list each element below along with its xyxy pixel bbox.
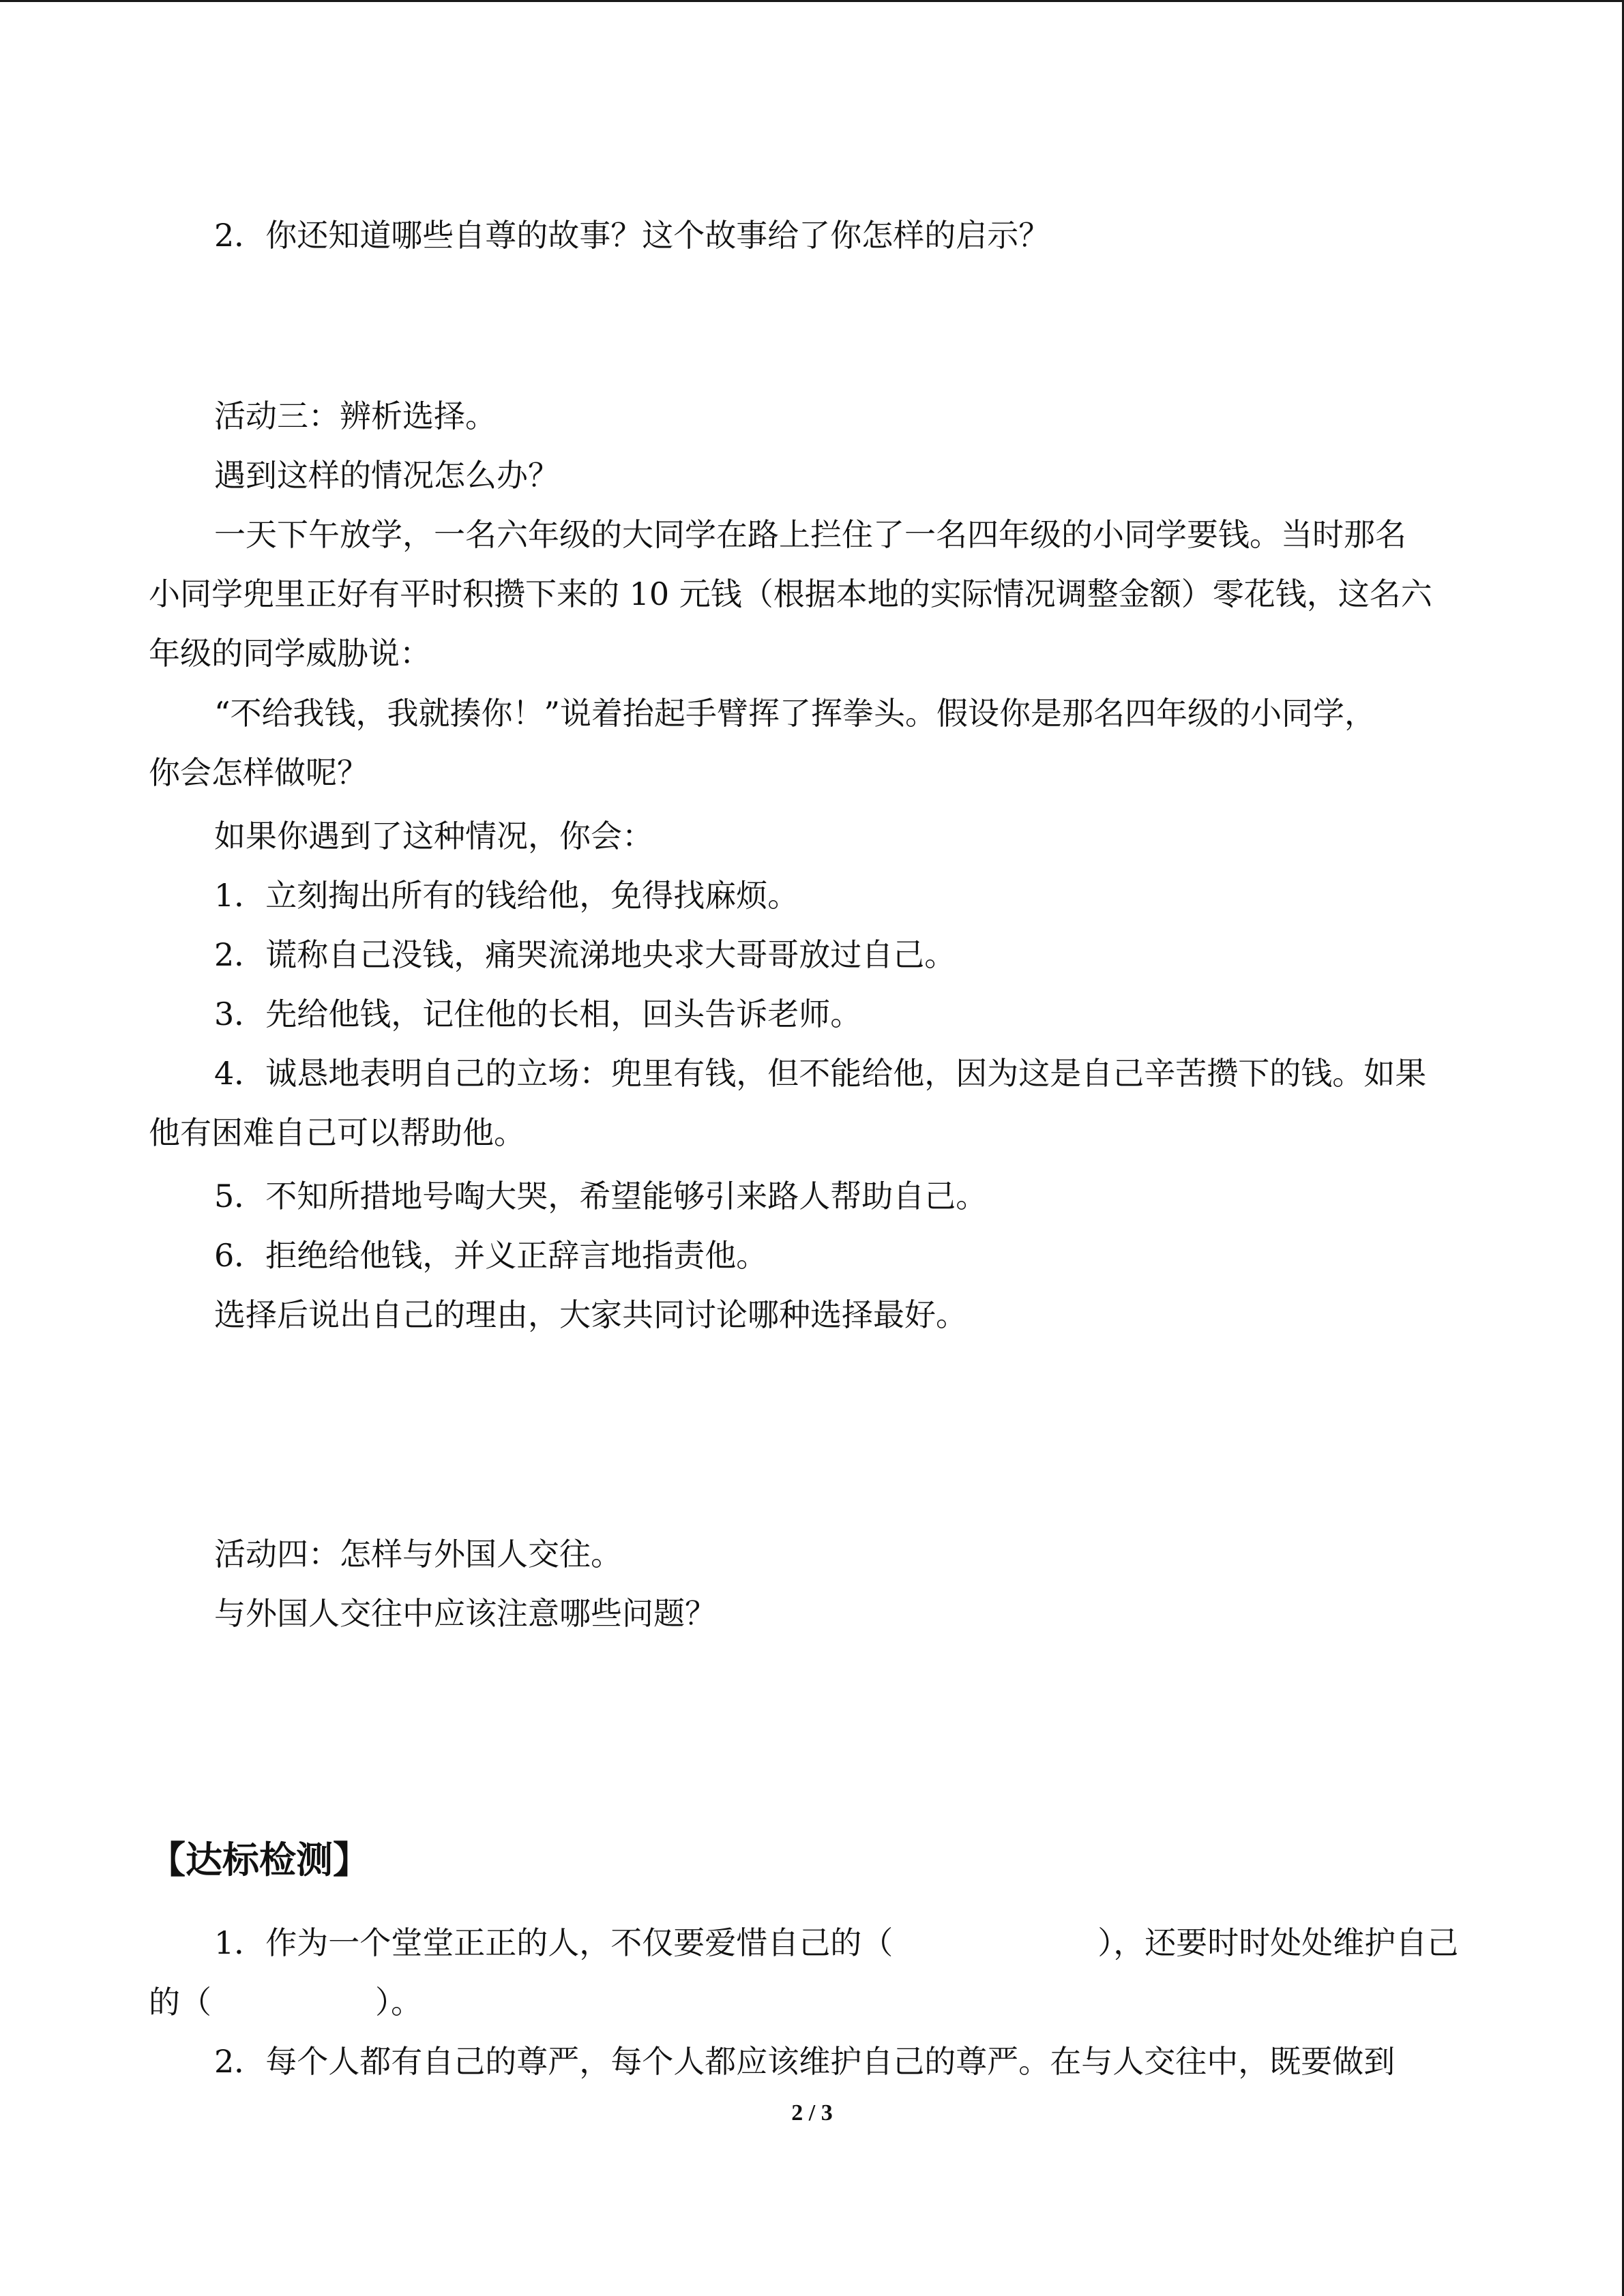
activity-3-question: 遇到这样的情况怎么办？ <box>214 457 559 494</box>
activity-3-closing: 选择后说出自己的理由，大家共同讨论哪种选择最好。 <box>214 1296 967 1333</box>
test-q1-text-a: 1．作为一个堂堂正正的人，不仅要爱惜自己的（ <box>214 1924 894 1961</box>
test-q1-text-c: 的（ <box>149 1984 211 2021</box>
story-line-1: 一天下午放学，一名六年级的大同学在路上拦住了一名四年级的小同学要钱。当时那名 <box>214 516 1406 553</box>
test-q1-text-b: ），还要时时处处维护自己 <box>1097 1924 1459 1961</box>
if-you-prompt: 如果你遇到了这种情况，你会： <box>214 818 653 854</box>
activity-4-title: 活动四：怎样与外国人交往。 <box>214 1536 622 1572</box>
test-question-2: 2．每个人都有自己的尊严，每个人都应该维护自己的尊严。在与人交往中，既要做到 <box>214 2043 1396 2080</box>
quote-line-1: “不给我钱，我就揍你！”说着抬起手臂挥了挥拳头。假设你是那名四年级的小同学， <box>214 695 1376 732</box>
option-3: 3．先给他钱，记住他的长相，回头告诉老师。 <box>214 996 862 1032</box>
page-number: 2 / 3 <box>791 2100 833 2126</box>
test-question-1 <box>149 1913 1486 1973</box>
section-heading: 【达标检测】 <box>149 1838 370 1881</box>
story-line-2: 小同学兜里正好有平时积攒下来的 10 元钱（根据本地的实际情况调整金额）零花钱，这名六 <box>149 576 1432 612</box>
option-4: 4．诚恳地表明自己的立场：兜里有钱，但不能给他，因为这是自己辛苦攒下的钱。如果 <box>214 1055 1427 1092</box>
option-5: 5．不知所措地号啕大哭，希望能够引来路人帮助自己。 <box>214 1178 988 1214</box>
activity-3-title: 活动三：辨析选择。 <box>214 398 497 434</box>
test-question-1-continued <box>149 1973 1486 2032</box>
test-q1-text-d: ）。 <box>375 1984 422 2021</box>
option-1: 1．立刻掏出所有的钱给他，免得找麻烦。 <box>214 877 799 914</box>
story-line-3: 年级的同学威胁说： <box>149 635 431 672</box>
option-4-continued: 他有困难自己可以帮助他。 <box>149 1114 525 1151</box>
option-2: 2．谎称自己没钱，痛哭流涕地央求大哥哥放过自己。 <box>214 936 956 973</box>
option-6: 6．拒绝给他钱，并义正辞言地指责他。 <box>214 1237 768 1274</box>
activity-4-question: 与外国人交往中应该注意哪些问题？ <box>214 1595 716 1632</box>
top-border <box>0 0 1624 2</box>
quote-line-2: 你会怎样做呢？ <box>149 754 368 791</box>
question-2: 2．你还知道哪些自尊的故事？这个故事给了你怎样的启示？ <box>214 217 1050 254</box>
